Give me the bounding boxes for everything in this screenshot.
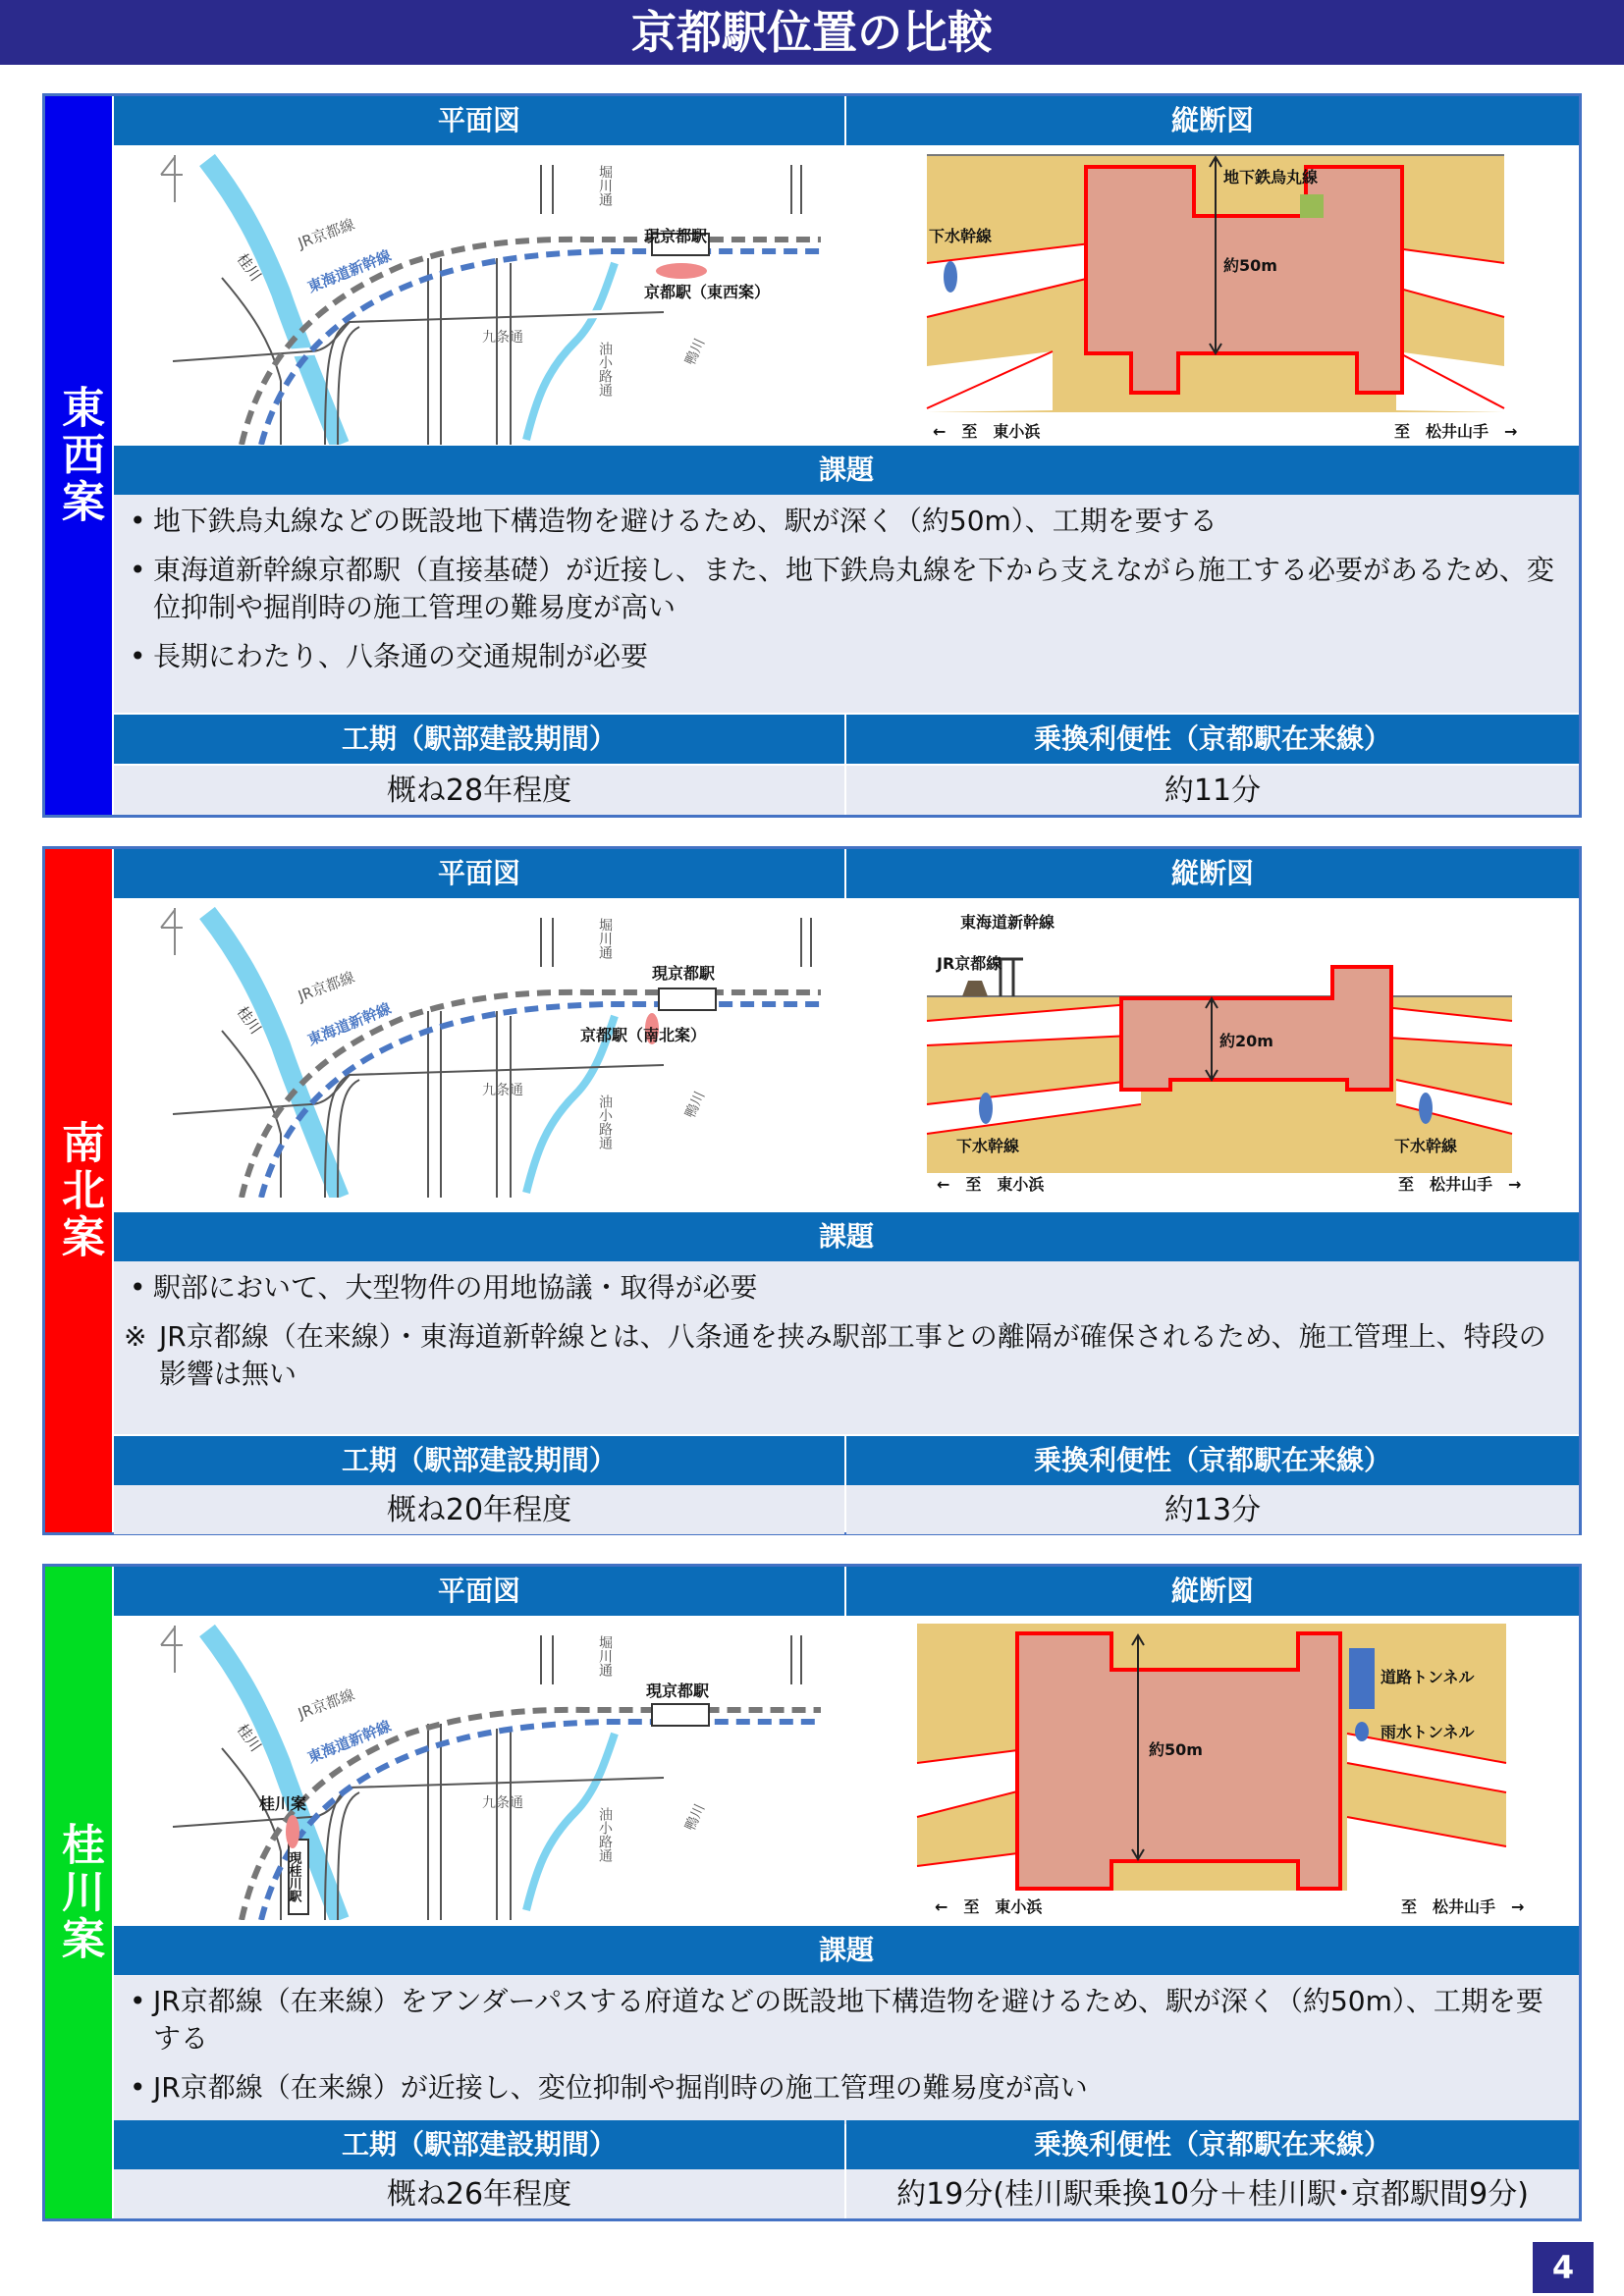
map-label-aburakoji: 油小路通 <box>597 1807 613 1862</box>
section-rain-tunnel: 雨水トンネル <box>1380 1723 1475 1741</box>
map-label-kamo: 鴨川 <box>682 336 709 368</box>
section-jr-line: JR京都線 <box>937 954 1002 973</box>
map-label-horikawa: 堀川通 <box>597 918 613 959</box>
map-label-horikawa: 堀川通 <box>597 1635 613 1677</box>
north-arrow-icon <box>161 1626 183 1673</box>
section-diagram <box>846 1616 1579 1920</box>
transfer-header: 乗換利便性（京都駅在来線） <box>846 715 1579 764</box>
section-sewer: 下水幹線 <box>929 227 993 245</box>
map-label-horikawa: 堀川通 <box>597 165 613 206</box>
issue-item: • JR京都線（在来線）が近接し、変位抑制や掘削時の施工管理の難易度が高い <box>130 2071 1088 2104</box>
section-direction-left: ← 至 東小浜 <box>933 422 1041 441</box>
option-name: 桂川案 <box>45 1567 112 2218</box>
map-label-jr: JR京都線 <box>296 968 357 1005</box>
period-value: 概ね20年程度 <box>114 1485 844 1534</box>
transfer-header: 乗換利便性（京都駅在来線） <box>846 2120 1579 2169</box>
period-value: 概ね28年程度 <box>114 766 844 815</box>
map-label-aburakoji: 油小路通 <box>597 342 613 397</box>
period-header: 工期（駅部建設期間） <box>114 1436 844 1485</box>
section-direction-right: 至 松井山手 → <box>1401 1897 1525 1916</box>
page-title: 京都駅位置の比較 <box>0 0 1624 65</box>
issues-list <box>114 1975 1579 2124</box>
transfer-value: 約19分(桂川駅乗換10分＋桂川駅･京都駅間9分) <box>846 2169 1579 2218</box>
issues-list <box>114 495 1579 713</box>
map-label-shinkansen: 東海道新幹線 <box>304 999 394 1049</box>
map-label-kujo: 九条通 <box>482 1795 523 1811</box>
plan-map <box>114 1616 844 1920</box>
issues-header: 課題 <box>114 446 1579 495</box>
map-label-kamo: 鴨川 <box>682 1801 709 1834</box>
section-diagram <box>846 898 1579 1198</box>
section-header: 縦断図 <box>846 849 1579 898</box>
option-panel-tozai <box>42 93 1582 818</box>
map-current-station: 現京都駅 <box>646 1682 710 1700</box>
period-header: 工期（駅部建設期間） <box>114 2120 844 2169</box>
map-label-kujo: 九条通 <box>482 330 523 346</box>
plan-map <box>114 145 844 445</box>
plan-header: 平面図 <box>114 849 844 898</box>
issue-item: • 長期にわたり、八条通の交通規制が必要 <box>130 640 649 672</box>
option-name: 東西案 <box>45 96 112 815</box>
section-sewer-right: 下水幹線 <box>1394 1137 1458 1155</box>
map-label-katsura: 桂川 <box>233 249 265 285</box>
map-station-label-2: 現桂川駅 <box>286 1851 301 1902</box>
section-shinkansen: 東海道新幹線 <box>960 913 1056 932</box>
plan-map <box>114 898 844 1198</box>
transfer-value: 約11分 <box>846 766 1579 815</box>
transfer-value: 約13分 <box>846 1485 1579 1534</box>
issues-list <box>114 1261 1579 1434</box>
page-number: 4 <box>1533 2242 1594 2293</box>
map-label-shinkansen: 東海道新幹線 <box>304 246 394 296</box>
map-station-label: 京都駅（南北案） <box>580 1026 707 1044</box>
plan-header: 平面図 <box>114 1567 844 1616</box>
option-name: 南北案 <box>45 849 112 1532</box>
section-direction-left: ← 至 東小浜 <box>937 1175 1045 1194</box>
option-panel-katsuragawa <box>42 1564 1582 2221</box>
section-depth: 約20m <box>1219 1032 1273 1050</box>
section-subway: 地下鉄烏丸線 <box>1223 168 1319 187</box>
issue-item: • 地下鉄烏丸線などの既設地下構造物を避けるため、駅が深く（約50m）、工期を要する <box>130 505 1218 537</box>
section-header: 縦断図 <box>846 96 1579 145</box>
section-direction-right: 至 松井山手 → <box>1398 1175 1522 1194</box>
period-value: 概ね26年程度 <box>114 2169 844 2218</box>
section-direction-right: 至 松井山手 → <box>1394 422 1518 441</box>
section-diagram <box>846 145 1579 445</box>
map-label-jr: JR京都線 <box>296 1685 357 1723</box>
section-depth: 約50m <box>1223 256 1277 275</box>
issue-item: • JR京都線（在来線）をアンダーパスする府道などの既設地下構造物を避けるため、駅が深く（約50m）、工期を要する <box>130 1985 1543 2055</box>
north-arrow-icon <box>161 155 183 202</box>
map-label-shinkansen: 東海道新幹線 <box>304 1717 394 1767</box>
issues-header: 課題 <box>114 1212 1579 1261</box>
issue-item: • 駅部において、大型物件の用地協議・取得が必要 <box>130 1271 758 1304</box>
map-station-label: 桂川案 <box>259 1794 307 1813</box>
transfer-header: 乗換利便性（京都駅在来線） <box>846 1436 1579 1485</box>
map-label-jr: JR京都線 <box>296 215 357 252</box>
section-sewer-left: 下水幹線 <box>956 1137 1020 1155</box>
map-station-label: 京都駅（東西案） <box>644 283 771 301</box>
north-arrow-icon <box>161 908 183 955</box>
section-direction-left: ← 至 東小浜 <box>935 1897 1043 1916</box>
section-road-tunnel: 道路トンネル <box>1380 1668 1475 1686</box>
map-current-station: 現京都駅 <box>652 964 716 983</box>
map-label-katsura: 桂川 <box>233 1002 265 1038</box>
map-label-katsura: 桂川 <box>233 1720 265 1755</box>
map-label-aburakoji: 油小路通 <box>597 1095 613 1149</box>
map-label-kamo: 鴨川 <box>682 1089 709 1121</box>
period-header: 工期（駅部建設期間） <box>114 715 844 764</box>
plan-header: 平面図 <box>114 96 844 145</box>
section-depth: 約50m <box>1149 1740 1203 1759</box>
map-current-station: 現京都駅 <box>644 227 708 245</box>
section-header: 縦断図 <box>846 1567 1579 1616</box>
option-panel-nanboku <box>42 846 1582 1535</box>
issue-note: ※ JR京都線（在来線）・東海道新幹線とは、八条通を挟み駅部工事との離隔が確保されるため、施工管理上、特段の影響は無い <box>124 1320 1546 1390</box>
map-label-kujo: 九条通 <box>482 1083 523 1098</box>
issue-item: • 東海道新幹線京都駅（直接基礎）が近接し、また、地下鉄烏丸線を下から支えながら施工する必要があるため、変位抑制や掘削時の施工管理の難易度が高い <box>130 554 1554 623</box>
issues-header: 課題 <box>114 1926 1579 1975</box>
